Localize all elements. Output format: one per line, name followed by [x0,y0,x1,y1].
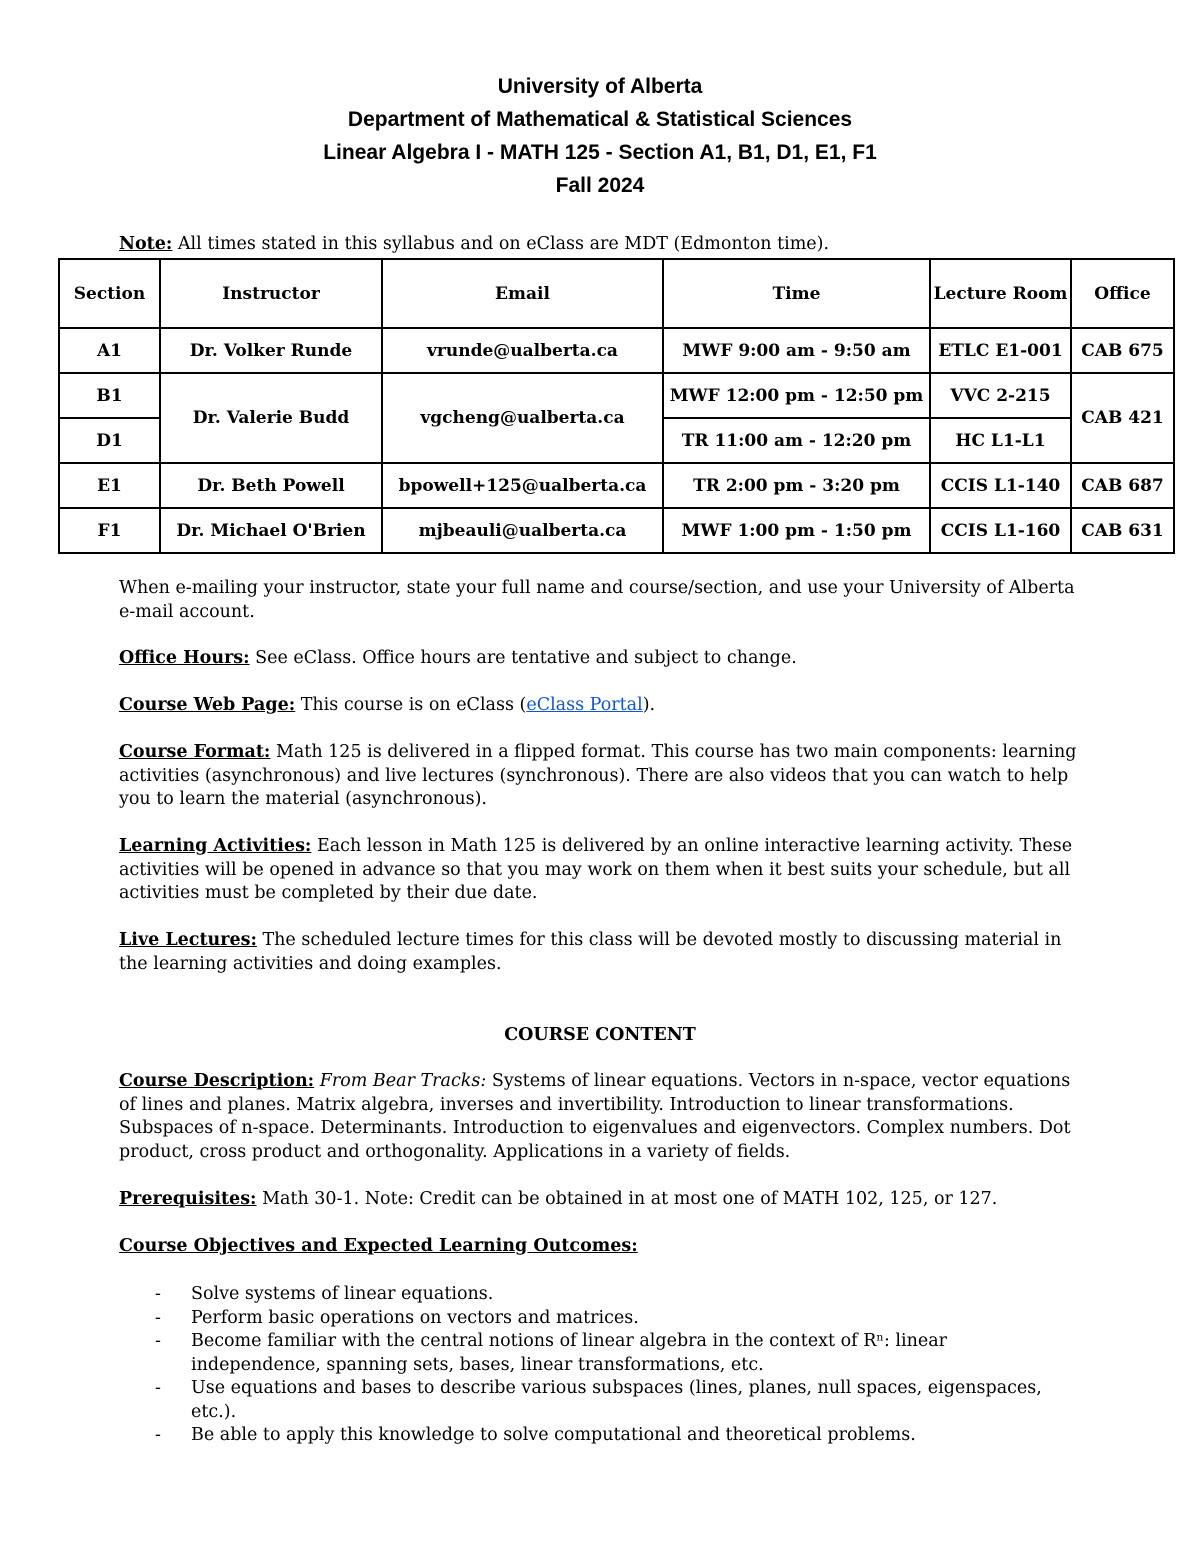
live-lectures-section [119,929,1079,976]
list-item [119,1283,1079,1307]
table-row [59,463,1174,508]
list-item [119,1330,1079,1377]
cell-section: F1 [59,508,160,553]
course-format-label: Course Format: [119,742,271,762]
office-hours-label: Office Hours: [119,648,250,668]
web-page-label: Course Web Page: [119,695,296,715]
cell-time: MWF 9:00 am - 9:50 am [663,328,930,373]
cell-email: mjbeauli@ualberta.ca [382,508,663,553]
cell-time: MWF 12:00 pm - 12:50 pm [663,373,930,418]
course-description-label: Course Description: [119,1071,315,1091]
cell-instructor: Dr. Valerie Budd [160,373,382,463]
prerequisites-label: Prerequisites: [119,1189,257,1209]
cell-instructor: Dr. Michael O'Brien [160,508,382,553]
cell-email: bpowell+125@ualberta.ca [382,463,663,508]
objective-text: Become familiar with the central notions of linear algebra in the context of Rⁿ: linear independence, spanning sets, bases, linear transformations, etc. [191,1331,948,1375]
table-row [59,328,1174,373]
table-header-row [59,259,1174,328]
cell-section: B1 [59,373,160,418]
department-name: Department of Mathematical & Statistical Sciences [347,108,853,131]
header-office: Office [1071,259,1174,328]
list-item [119,1377,1079,1424]
email-instructions-text: When e-mailing your instructor, state your full name and course/section, and use your University of Alberta e-mail account. [119,578,1075,622]
table-row [59,508,1174,553]
header-section: Section [59,259,160,328]
header-lecture-room: Lecture Room [930,259,1071,328]
cell-room: CCIS L1-140 [930,463,1071,508]
cell-time: TR 2:00 pm - 3:20 pm [663,463,930,508]
bullet-dash: - [155,1284,161,1304]
cell-section: E1 [59,463,160,508]
header-email: Email [382,259,663,328]
note-label: Note: [119,234,173,254]
document-header [0,70,1200,202]
learning-activities-label: Learning Activities: [119,836,312,856]
course-format-section [119,741,1079,812]
objective-text: Be able to apply this knowledge to solve computational and theoretical problems. [191,1425,916,1445]
cell-email: vrunde@ualberta.ca [382,328,663,373]
university-name: University of Alberta [497,75,703,98]
learning-activities-text: Each lesson in Math 125 is delivered by an online interactive learning activity. These activities will be opened in advance so that you may work on them when it best suits your schedule, but all activities must be completed by their due date. [119,836,1073,903]
note-text: All times stated in this syllabus and on eClass are MDT (Edmonton time). [172,234,830,254]
web-page-text: This course is on eClass ( [295,695,527,715]
header-instructor: Instructor [160,259,382,328]
schedule-table [58,258,1175,554]
email-instructions [119,577,1079,624]
bullet-dash: - [155,1307,161,1328]
cell-instructor: Dr. Volker Runde [160,328,382,373]
cell-room: VVC 2-215 [930,373,1071,418]
objectives-list [119,1283,1079,1448]
term: Fall 2024 [555,174,645,197]
cell-office: CAB 675 [1071,328,1174,373]
list-item [119,1424,1079,1448]
cell-office: CAB 631 [1071,508,1174,553]
table-row [59,373,1174,418]
live-lectures-label: Live Lectures: [119,930,257,950]
objective-text: Perform basic operations on vectors and matrices. [191,1307,639,1328]
live-lectures-text: The scheduled lecture times for this class will be devoted mostly to discussing material in the learning activities and doing examples. [119,930,1062,974]
list-item [119,1307,1079,1331]
cell-office: CAB 687 [1071,463,1174,508]
eclass-portal-link[interactable]: eClass Portal [526,695,643,715]
course-content-heading: COURSE CONTENT [504,1025,696,1045]
course-title: Linear Algebra I - MATH 125 - Section A1, B1, D1, E1, F1 [323,141,877,164]
objective-text: Use equations and bases to describe various subspaces (lines, planes, null spaces, eigenspaces, etc.). [191,1378,1042,1422]
prerequisites-section [119,1188,1079,1212]
course-description-section [119,1070,1079,1164]
cell-room: HC L1-L1 [930,418,1071,463]
objectives-label: Course Objectives and Expected Learning Outcomes: [119,1236,638,1256]
header-time: Time [663,259,930,328]
cell-room: CCIS L1-160 [930,508,1071,553]
objective-text: Solve systems of linear equations. [191,1284,494,1304]
office-hours-section [119,647,1079,671]
prerequisites-text: Math 30-1. Note: Credit can be obtained in at most one of MATH 102, 125, or 127. [256,1189,998,1209]
course-description-text: Systems of linear equations. Vectors in n-space, vector equations of lines and planes. Matrix algebra, inverses and invertibility. Introduction to linear transformations. Subspaces of n-space. Determinants. Introduction to eigenvalues and eigenvectors. Complex numbers. Dot product, cross product and orthogonality. Applications in a variety of fields. [119,1071,1071,1162]
cell-time: MWF 1:00 pm - 1:50 pm [663,508,930,553]
bullet-dash: - [155,1378,161,1398]
cell-office: CAB 421 [1071,373,1174,463]
cell-time: TR 11:00 am - 12:20 pm [663,418,930,463]
web-page-text-end: ). [642,695,656,715]
course-format-text: Math 125 is delivered in a flipped format. This course has two main components: learning activities (asynchronous) and live lectures (synchronous). There are also videos that you can watch to help you to learn the material (asynchronous). [119,742,1077,809]
timezone-note [119,231,829,257]
bullet-dash: - [155,1425,161,1445]
objectives-heading-section [119,1235,1079,1259]
bullet-dash: - [155,1331,161,1351]
cell-section: A1 [59,328,160,373]
cell-section: D1 [59,418,160,463]
learning-activities-section [119,835,1079,906]
cell-email: vgcheng@ualberta.ca [382,373,663,463]
cell-instructor: Dr. Beth Powell [160,463,382,508]
web-page-section [119,694,1079,718]
course-description-source: From Bear Tracks: [319,1071,487,1091]
cell-room: ETLC E1-001 [930,328,1071,373]
office-hours-text: See eClass. Office hours are tentative and subject to change. [249,648,797,668]
